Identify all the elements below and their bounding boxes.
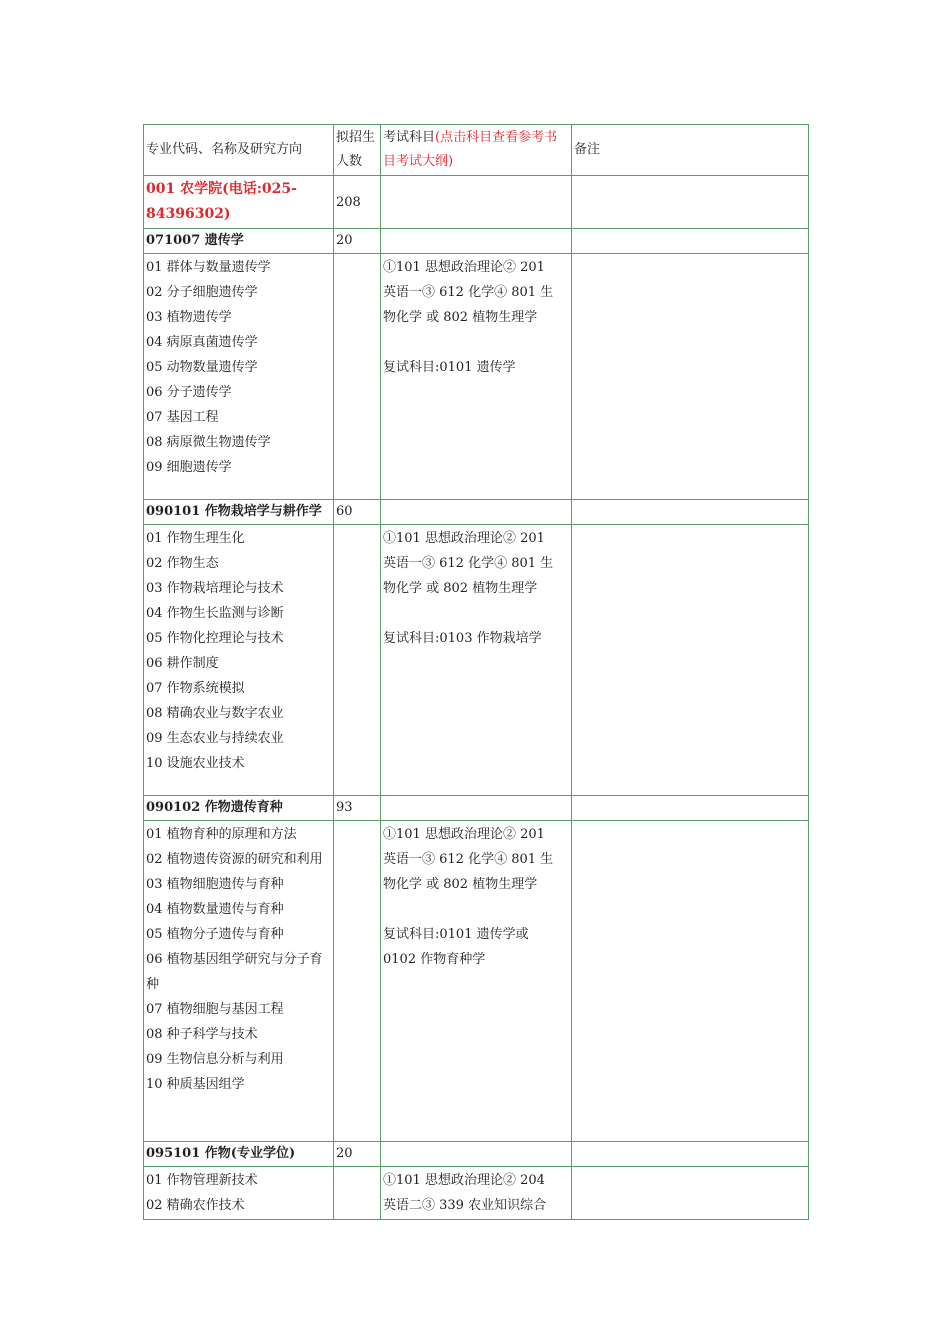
major-title: 071007 遗传学: [144, 229, 334, 254]
exam-subject-line[interactable]: ①101 思想政治理论② 204: [383, 1173, 545, 1188]
header-exam: [381, 125, 572, 176]
major-row: [144, 229, 809, 254]
header-remarks: 备注: [572, 125, 809, 176]
exam-subject-line[interactable]: 物化学 或 802 植物生理学: [383, 310, 538, 325]
directions-row: [144, 821, 809, 1142]
college-remarks-empty: [572, 176, 809, 229]
directions-count-empty: [334, 525, 381, 796]
spacer: [383, 330, 569, 355]
direction-item: 03 作物栽培理论与技术: [146, 581, 284, 596]
remarks-empty: [572, 1167, 809, 1220]
direction-item: 01 群体与数量遗传学: [146, 260, 271, 275]
exam-subject-line[interactable]: 物化学 或 802 植物生理学: [383, 581, 538, 596]
major-exam-empty: [381, 500, 572, 525]
research-directions: [144, 821, 334, 1142]
retest-subject-line: 0102 作物育种学: [383, 952, 486, 967]
direction-item: 10 种质基因组学: [146, 1077, 245, 1092]
major-remarks-empty: [572, 796, 809, 821]
direction-item: 03 植物遗传学: [146, 310, 232, 325]
major-exam-empty: [381, 229, 572, 254]
remarks-empty: [572, 821, 809, 1142]
direction-item: 07 作物系统模拟: [146, 681, 245, 696]
retest-subject-line: 复试科目:0101 遗传学: [383, 360, 516, 375]
table-header-row: [144, 125, 809, 176]
direction-item: 07 基因工程: [146, 410, 219, 425]
major-exam-empty: [381, 1142, 572, 1167]
college-name: 001 农学院(电话:025-84396302): [146, 181, 297, 222]
major-remarks-empty: [572, 500, 809, 525]
exam-subject-line[interactable]: ①101 思想政治理论② 201: [383, 531, 545, 546]
header-exam-label: 考试科目: [383, 130, 436, 145]
remarks-empty: [572, 254, 809, 500]
directions-row: [144, 1167, 809, 1220]
major-remarks-empty: [572, 1142, 809, 1167]
direction-item: 08 精确农业与数字农业: [146, 706, 284, 721]
direction-item: 05 动物数量遗传学: [146, 360, 258, 375]
direction-item: 08 种子科学与技术: [146, 1027, 258, 1042]
directions-row: [144, 254, 809, 500]
header-major: 专业代码、名称及研究方向: [144, 125, 334, 176]
major-count: 20: [334, 1142, 381, 1167]
college-name-cell: [144, 176, 334, 229]
directions-count-empty: [334, 254, 381, 500]
retest-subject-line: 复试科目:0101 遗传学或: [383, 927, 529, 942]
direction-item: 09 生物信息分析与利用: [146, 1052, 284, 1067]
direction-item: 04 作物生长监测与诊断: [146, 606, 284, 621]
research-directions: [144, 1167, 334, 1220]
direction-item: 04 病原真菌遗传学: [146, 335, 258, 350]
directions-count-empty: [334, 821, 381, 1142]
major-row: [144, 796, 809, 821]
spacer: [383, 601, 569, 626]
enrollment-table: [143, 124, 809, 1220]
spacer: [383, 897, 569, 922]
exam-subject-line[interactable]: 英语一③ 612 化学④ 801 生: [383, 285, 554, 300]
major-row: [144, 500, 809, 525]
exam-subject-line[interactable]: 英语一③ 612 化学④ 801 生: [383, 852, 554, 867]
direction-item: 09 细胞遗传学: [146, 460, 232, 475]
exam-subjects: [381, 1167, 572, 1220]
directions-count-empty: [334, 1167, 381, 1220]
direction-item: 04 植物数量遗传与育种: [146, 902, 284, 917]
major-count: 60: [334, 500, 381, 525]
directions-row: [144, 525, 809, 796]
direction-item: 03 植物细胞遗传与育种: [146, 877, 284, 892]
retest-subject-line: 复试科目:0103 作物栽培学: [383, 631, 542, 646]
research-directions: [144, 525, 334, 796]
direction-item: 01 作物管理新技术: [146, 1173, 258, 1188]
direction-item: 06 耕作制度: [146, 656, 219, 671]
direction-item: 10 设施农业技术: [146, 756, 245, 771]
exam-subjects: [381, 525, 572, 796]
direction-item: 02 植物遗传资源的研究和利用: [146, 852, 323, 867]
header-exam-link[interactable]: (点击科目查看参考书目考试大纲): [383, 130, 558, 169]
direction-item: 05 作物化控理论与技术: [146, 631, 284, 646]
direction-item: 01 植物育种的原理和方法: [146, 827, 297, 842]
direction-item: 05 植物分子遗传与育种: [146, 927, 284, 942]
research-directions: [144, 254, 334, 500]
direction-item: 02 精确农作技术: [146, 1198, 245, 1213]
major-row: [144, 1142, 809, 1167]
exam-subject-line[interactable]: 物化学 或 802 植物生理学: [383, 877, 538, 892]
direction-item: 08 病原微生物遗传学: [146, 435, 271, 450]
major-remarks-empty: [572, 229, 809, 254]
exam-subject-line[interactable]: ①101 思想政治理论② 201: [383, 260, 545, 275]
exam-subject-line[interactable]: 英语一③ 612 化学④ 801 生: [383, 556, 554, 571]
college-exam-empty: [381, 176, 572, 229]
header-count: 拟招生人数: [334, 125, 381, 176]
major-title: 090101 作物栽培学与耕作学: [144, 500, 334, 525]
college-count: 208: [334, 176, 381, 229]
direction-item: 01 作物生理生化: [146, 531, 245, 546]
college-row: [144, 176, 809, 229]
major-title: 090102 作物遗传育种: [144, 796, 334, 821]
exam-subject-line[interactable]: ①101 思想政治理论② 201: [383, 827, 545, 842]
direction-item: 06 分子遗传学: [146, 385, 232, 400]
direction-item: 02 分子细胞遗传学: [146, 285, 258, 300]
major-title: 095101 作物(专业学位): [144, 1142, 334, 1167]
direction-item: 06 植物基因组学研究与分子育种: [146, 952, 323, 992]
major-count: 93: [334, 796, 381, 821]
remarks-empty: [572, 525, 809, 796]
exam-subjects: [381, 254, 572, 500]
major-count: 20: [334, 229, 381, 254]
direction-item: 02 作物生态: [146, 556, 219, 571]
exam-subject-line[interactable]: 英语二③ 339 农业知识综合: [383, 1198, 547, 1213]
exam-subjects: [381, 821, 572, 1142]
direction-item: 07 植物细胞与基因工程: [146, 1002, 284, 1017]
direction-item: 09 生态农业与持续农业: [146, 731, 284, 746]
major-exam-empty: [381, 796, 572, 821]
